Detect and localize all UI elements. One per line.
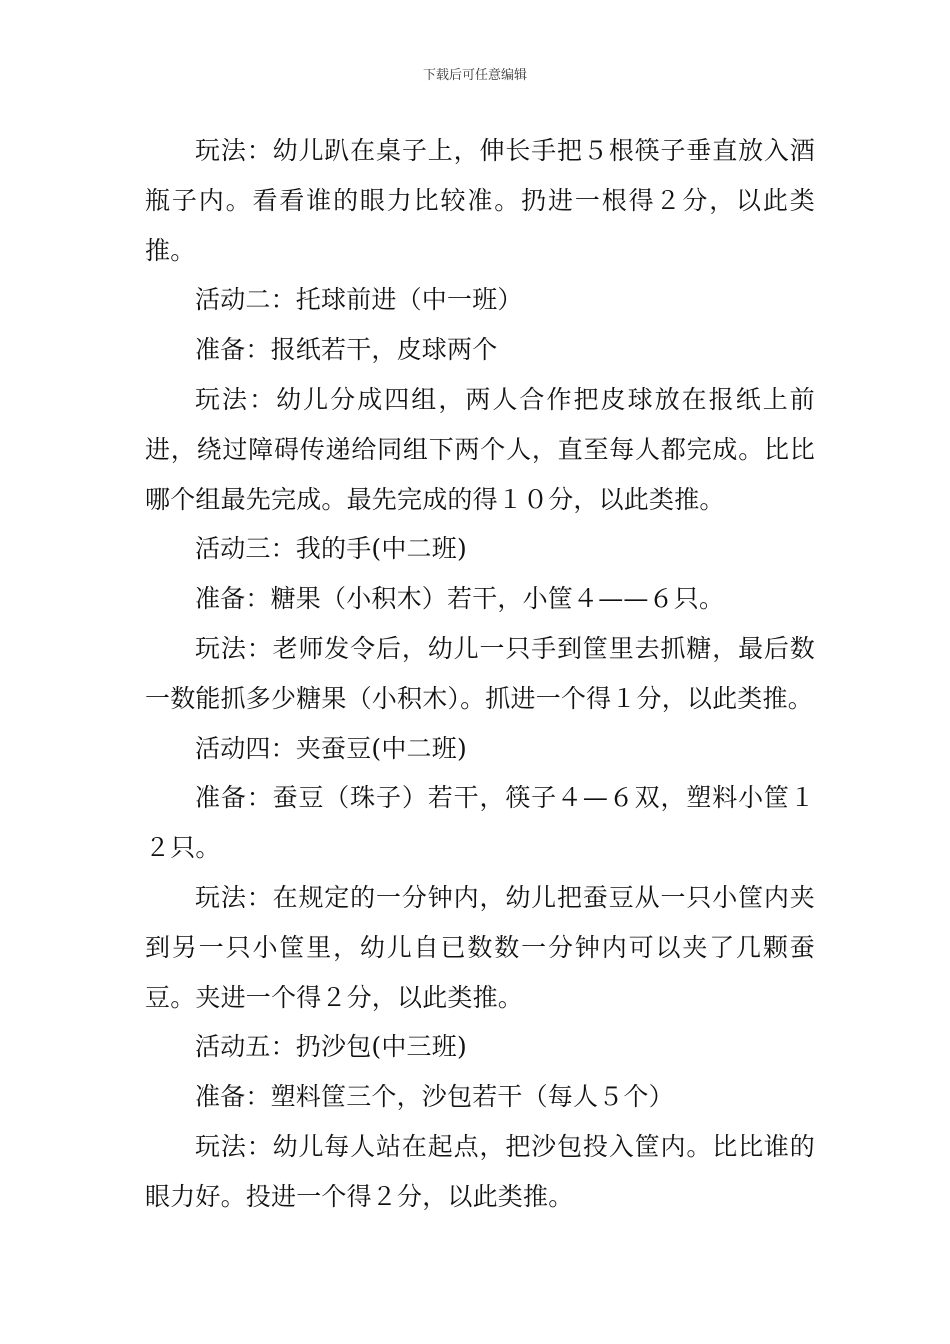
paragraph-activity-three-prep: 准备：糖果（小积木）若干，小筐４——６只。 <box>195 584 725 614</box>
paragraph-activity-five-prep: 准备：塑料筐三个，沙包若干（每人５个） <box>195 1082 674 1112</box>
paragraph-activity-four-rules: 玩法：在规定的一分钟内，幼儿把蚕豆从一只小筐内夹到另一只小筐里，幼儿自已数数一分钟内可以夹了几颗蚕豆。夹进一个得２分，以此类推。 <box>145 882 815 1012</box>
paragraph-activity-two-prep: 准备：报纸若干，皮球两个 <box>195 335 498 365</box>
heading-activity-five: 活动五：扔沙包(中三班) <box>195 1032 467 1062</box>
paragraph-activity-two-rules: 玩法：幼儿分成四组，两人合作把皮球放在报纸上前进，绕过障碍传递给同组下两个人，直至每人都完成。比比哪个组最先完成。最先完成的得１０分，以此类推。 <box>145 384 815 514</box>
page-header-note: 下载后可任意编辑 <box>422 68 527 83</box>
document-body <box>145 126 815 1222</box>
paragraph-activity-five-rules: 玩法：幼儿每人站在起点，把沙包投入筐内。比比谁的眼力好。投进一个得２分，以此类推。 <box>145 1131 815 1211</box>
heading-activity-two: 活动二：托球前进（中一班） <box>195 285 523 315</box>
heading-activity-four: 活动四：夹蚕豆(中二班) <box>195 733 467 763</box>
heading-activity-three: 活动三：我的手(中二班) <box>195 534 467 564</box>
paragraph-activity-four-prep: 准备：蚕豆（珠子）若干，筷子４—６双，塑料小筐１２只。 <box>145 783 815 863</box>
paragraph-activity-three-rules: 玩法：老师发令后，幼儿一只手到筐里去抓糖，最后数一数能抓多少糖果（小积木）。抓进一个得１分，以此类推。 <box>145 633 815 713</box>
paragraph-activity-one-rules: 玩法：幼儿趴在桌子上，伸长手把５根筷子垂直放入酒瓶子内。看看谁的眼力比较准。扔进一根得２分，以此类推。 <box>145 136 815 265</box>
